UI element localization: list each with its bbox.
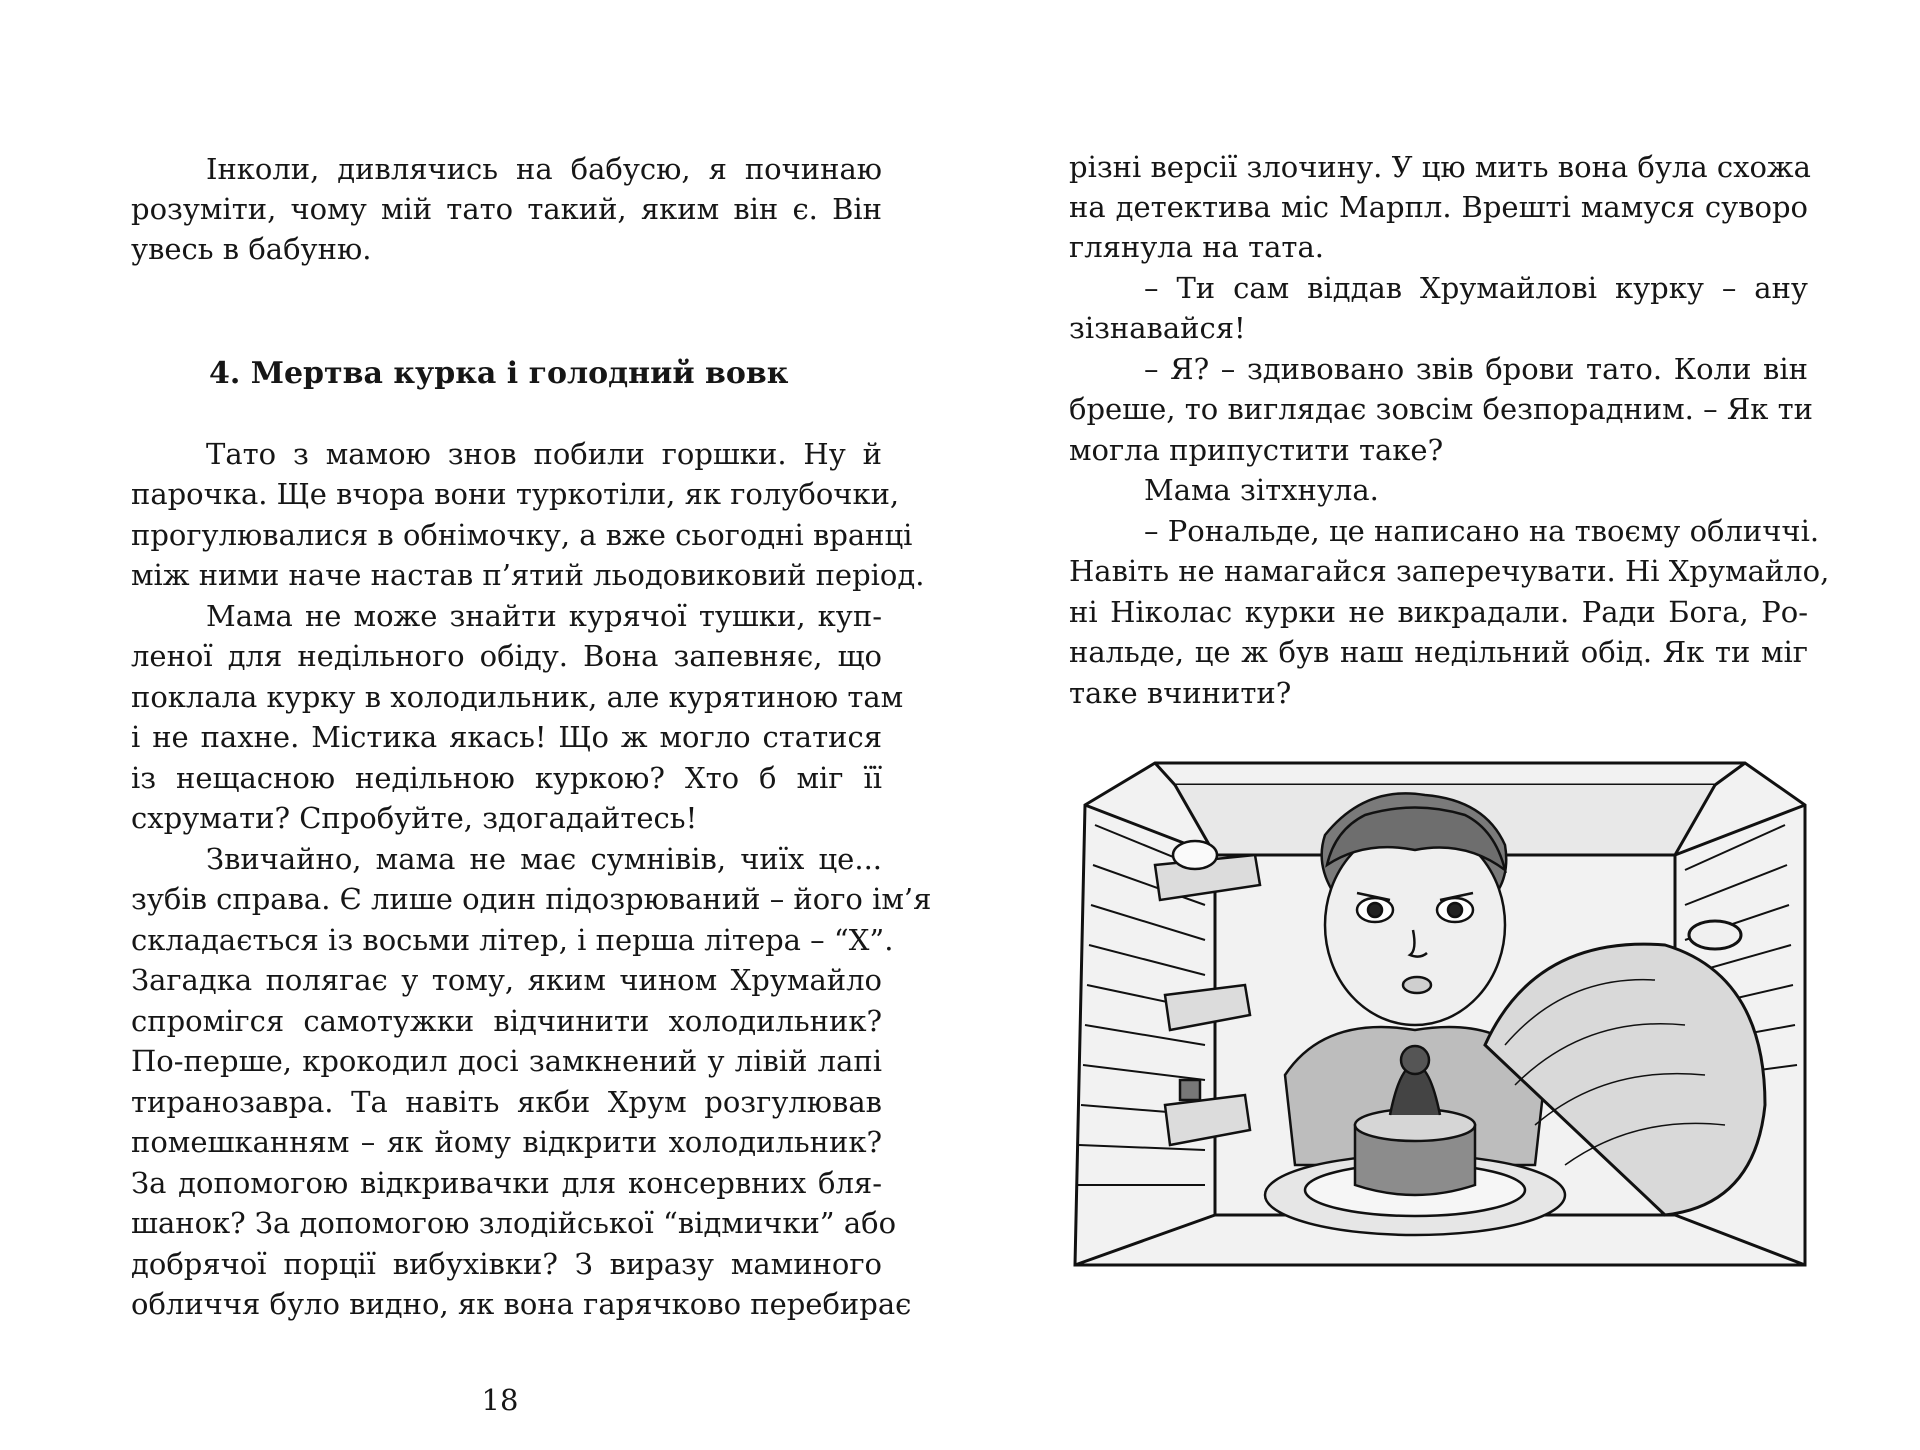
paragraph-line: могла припустити таке? — [1069, 433, 1444, 467]
paragraph-line: нальде, це ж був наш недільний обід. Як ти міг — [1069, 635, 1808, 669]
paragraph-line: Інколи, дивлячись на бабусю, я починаю — [206, 152, 882, 186]
paragraph-line: парочка. Ще вчора вони туркотіли, як голубочки, — [131, 477, 900, 511]
paragraph-line: – Я? – здивовано звів брови тато. Коли він — [1144, 352, 1808, 386]
paragraph-line: різні версії злочину. У цю мить вона була схожа — [1069, 150, 1811, 184]
paragraph-line: Мама зітхнула. — [1144, 473, 1379, 507]
paragraph-line: розуміти, чому мій тато такий, яким він є. Він — [131, 192, 882, 226]
paragraph-line: ні Ніколас курки не викрадали. Ради Бога, Ро- — [1069, 595, 1808, 629]
paragraph-line: глянула на тата. — [1069, 230, 1324, 264]
paragraph-line: складається із восьми літер, і перша літера – “Х”. — [131, 923, 894, 957]
paragraph-line: Навіть не намагайся заперечувати. Ні Хрумайло, — [1069, 554, 1830, 588]
paragraph-line: між ними наче настав п’ятий льодовиковий період. — [131, 558, 925, 592]
chapter-heading: 4. Мертва курка і голодний вовк — [209, 356, 789, 391]
fridge-illustration — [1065, 745, 1815, 1300]
page-number: 18 — [481, 1383, 519, 1417]
paragraph-line: Звичайно, мама не має сумнівів, чиїх це... — [206, 842, 882, 876]
paragraph-line: і не пахне. Містика якась! Що ж могло статися — [131, 720, 882, 754]
paragraph-line: із нещасною недільною куркою? Хто б міг її — [131, 761, 882, 795]
paragraph-line: Мама не може знайти курячої тушки, куп- — [206, 599, 882, 633]
paragraph-line: бреше, то виглядає зовсім безпорадним. – Як ти — [1069, 392, 1813, 426]
paragraph-line: По-перше, крокодил досі замкнений у лівій лапі — [131, 1044, 882, 1078]
paragraph-line: обличчя було видно, як вона гарячково перебирає — [131, 1287, 912, 1321]
paragraph-line: шанок? За допомогою злодійської “відмички” або — [131, 1206, 897, 1240]
paragraph-line: зізнавайся! — [1069, 311, 1246, 345]
paragraph-line: За допомогою відкривачки для консервних бля- — [131, 1166, 882, 1200]
paragraph-line: увесь в бабуню. — [131, 232, 372, 266]
paragraph-line: добрячої порції вибухівки? З виразу маминого — [131, 1247, 882, 1281]
paragraph-line: тиранозавра. Та навіть якби Хрум розгулював — [131, 1085, 882, 1119]
paragraph-line: таке вчинити? — [1069, 676, 1292, 710]
paragraph-line: схрумати? Спробуйте, здогадайтесь! — [131, 801, 698, 835]
paragraph-line: поклала курку в холодильник, але курятиною там — [131, 680, 904, 714]
paragraph-line: – Рональде, це написано на твоєму обличчі. — [1144, 514, 1820, 548]
paragraph-line: спромігся самотужки відчинити холодильник? — [131, 1004, 882, 1038]
paragraph-line: Тато з мамою знов побили горшки. Ну й — [206, 437, 882, 471]
paragraph-line: на детектива міс Марпл. Врешті мамуся суворо — [1069, 190, 1808, 224]
paragraph-line: леної для недільного обіду. Вона запевняє, що — [131, 639, 882, 673]
paragraph-line: зубів справа. Є лише один підозрюваний – його ім’я — [131, 882, 932, 916]
paragraph-line: Загадка полягає у тому, яким чином Хрумайло — [131, 963, 882, 997]
paragraph-line: помешканням – як йому відкрити холодильник? — [131, 1125, 882, 1159]
paragraph-line: – Ти сам віддав Хрумайлові курку – ану — [1144, 271, 1808, 305]
paragraph-line: прогулювалися в обнімочку, а вже сьогодні вранці — [131, 518, 913, 552]
